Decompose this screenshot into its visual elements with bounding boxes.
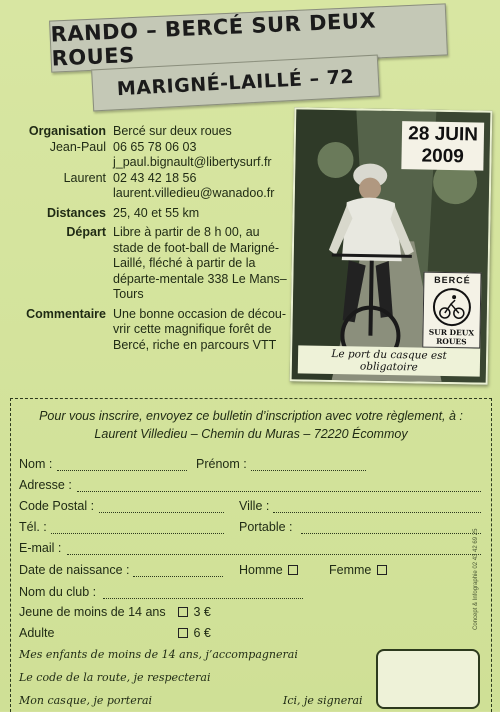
event-date-day: 28 JUIN <box>408 123 479 146</box>
club-field[interactable] <box>103 598 303 599</box>
femme-label: Femme <box>329 563 372 577</box>
enfants-pledge: Mes enfants de moins de 14 ans, j’accompagnerai <box>19 648 298 661</box>
jeune-price: 3 € <box>193 605 211 619</box>
jeune-checkbox[interactable] <box>178 607 188 617</box>
homme-option[interactable] <box>239 563 300 577</box>
contact2-email[interactable]: laurent.villedieu@wanadoo.fr <box>113 186 275 200</box>
contact1-name: Jean-Paul <box>49 139 106 154</box>
contact2-phone: 02 43 42 18 56 <box>113 170 197 185</box>
prenom-field[interactable] <box>251 470 366 471</box>
homme-label: Homme <box>239 563 283 577</box>
signature-label: Ici, je signerai <box>283 694 363 707</box>
prenom-label: Prénom : <box>196 457 247 471</box>
commentaire-label: Commentaire <box>26 306 106 321</box>
portable-label: Portable : <box>239 520 293 534</box>
logo-cyclist-icon <box>433 288 472 327</box>
contact2-name: Laurent <box>63 170 106 185</box>
form-intro <box>11 407 491 443</box>
nom-field[interactable] <box>57 470 187 471</box>
ville-field[interactable] <box>273 512 481 513</box>
contact1-phone: 06 65 78 06 03 <box>113 139 197 154</box>
adulte-checkbox[interactable] <box>178 628 188 638</box>
form-intro-address: Laurent Villedieu – Chemin du Muras – 72220 Écommoy <box>94 427 408 441</box>
jeune-option[interactable] <box>176 605 211 619</box>
form-intro-line1: Pour vous inscrire, envoyez ce bulletin d’inscription avec votre règlement, à : <box>39 409 463 423</box>
organisation-value: Bercé sur deux roues <box>113 124 232 138</box>
date-naissance-label: Date de naissance : <box>19 563 130 577</box>
code-postal-label: Code Postal : <box>19 499 95 513</box>
code-route-pledge: Le code de la route, je respecterai <box>19 671 211 684</box>
contact1-email[interactable]: j_paul.bignault@libertysurf.fr <box>113 155 272 169</box>
helmet-caption: Le port du casque est obligatoire <box>298 345 480 376</box>
date-naissance-field[interactable] <box>133 576 223 577</box>
email-label: E-mail : <box>19 541 62 555</box>
logo-bottom-text: SUR DEUX ROUES <box>428 327 475 347</box>
club-label: Nom du club : <box>19 585 97 599</box>
homme-checkbox[interactable] <box>288 565 298 575</box>
event-location: MARIGNÉ-LAILLÉ – 72 <box>116 65 355 101</box>
femme-option[interactable] <box>329 563 389 577</box>
organisation-label: Organisation <box>28 124 106 138</box>
ville-label: Ville : <box>239 499 270 513</box>
adulte-price: 6 € <box>193 626 211 640</box>
nom-label: Nom : <box>19 457 53 471</box>
logo-top-text: BERCÉ <box>434 274 471 286</box>
adulte-option[interactable] <box>176 626 211 640</box>
signature-box[interactable] <box>376 649 480 709</box>
casque-pledge: Mon casque, je porterai <box>19 694 153 707</box>
code-postal-field[interactable] <box>99 512 224 513</box>
commentaire-value: Une bonne occasion de décou-vrir cette magnifique forêt de Bercé, riche en parcours VTT <box>113 306 287 352</box>
registration-form <box>10 398 492 712</box>
club-logo <box>422 272 481 349</box>
depart-label: Départ <box>66 225 106 239</box>
portable-field[interactable] <box>301 533 481 534</box>
tel-field[interactable] <box>51 533 224 534</box>
distances-label: Distances <box>46 205 106 220</box>
adulte-label: Adulte <box>19 626 55 640</box>
adresse-label: Adresse : <box>19 478 72 492</box>
adresse-field[interactable] <box>77 491 481 492</box>
event-info <box>14 124 289 353</box>
depart-value: Libre à partir de 8 h 00, au stade de foot-ball de Marigné-Laillé, fléché à partir de la départe-mentale 338 Le Mans–Tours <box>113 225 287 301</box>
distances-value: 25, 40 et 55 km <box>113 205 200 220</box>
tel-label: Tél. : <box>19 520 47 534</box>
femme-checkbox[interactable] <box>377 565 387 575</box>
cyclist-photo <box>290 107 493 384</box>
side-credit: Concept & Infographie 02 43 42 69 25 <box>473 528 479 630</box>
event-title: RANDO – BERCÉ SUR DEUX ROUES <box>50 8 377 71</box>
event-date <box>402 121 485 170</box>
event-date-year: 2009 <box>421 145 465 168</box>
email-field[interactable] <box>67 554 481 555</box>
jeune-label: Jeune de moins de 14 ans <box>19 605 166 619</box>
